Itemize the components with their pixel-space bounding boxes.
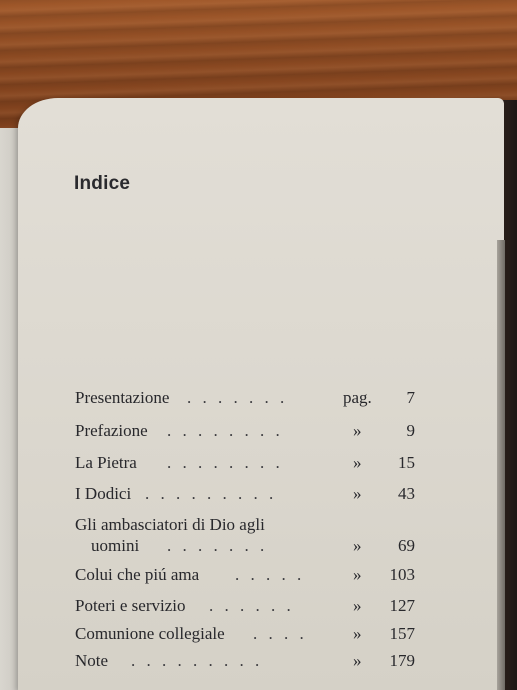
toc-leader-dots: . . . . . . . . .	[131, 651, 263, 670]
toc-page-number: 69	[398, 536, 415, 555]
toc-entry-label-continued: uomini	[91, 536, 140, 555]
toc-page-prefix: »	[353, 484, 362, 503]
toc-leader-dots: . . . . . . .	[187, 388, 288, 407]
toc-leader-dots: . . . . . .	[209, 596, 295, 615]
toc-page-number: 103	[389, 565, 415, 584]
toc-page-number: 127	[389, 596, 415, 615]
toc-page-prefix: »	[353, 651, 362, 670]
toc-page-prefix: »	[353, 421, 362, 440]
toc-page-number: 157	[389, 624, 415, 643]
toc-leader-dots: . . . .	[253, 624, 308, 643]
toc-leader-dots: . . . . . . .	[167, 536, 268, 555]
toc-leader-dots: . . . . . . . .	[167, 453, 284, 472]
toc-leader-dots: . . . . .	[235, 565, 305, 584]
toc-entry-label: La Pietra	[75, 453, 137, 472]
toc-entry	[75, 515, 415, 565]
toc-page-number: 7	[406, 388, 415, 407]
toc-page-prefix: »	[353, 453, 362, 472]
toc-page-number: 9	[406, 421, 415, 440]
toc-page-prefix: »	[353, 596, 362, 615]
toc-entry-label: Prefazione	[75, 421, 148, 440]
toc-entry-label: Presentazione	[75, 388, 170, 407]
toc-page-number: 15	[398, 453, 415, 472]
toc-entry-label: Note	[75, 651, 109, 670]
toc-page-number: 43	[398, 484, 415, 503]
toc-leader-dots: . . . . . . . .	[167, 421, 284, 440]
toc-entry-label: Colui che piú ama	[75, 565, 200, 584]
toc-entry-label: I Dodici	[75, 484, 132, 503]
toc-page-prefix: pag.	[343, 388, 372, 407]
toc-entry-label: Comunione collegiale	[75, 624, 225, 643]
toc-page-number: 179	[389, 651, 415, 670]
toc-page-prefix: »	[353, 536, 362, 555]
toc-page-prefix: »	[353, 624, 362, 643]
toc-entry-label: Poteri e servizio	[75, 596, 186, 615]
toc-entry-label: Gli ambasciatori di Dio agli	[75, 515, 265, 534]
page-title: Indice	[74, 173, 131, 194]
toc-page-prefix: »	[353, 565, 362, 584]
toc-leader-dots: . . . . . . . . .	[145, 484, 277, 503]
